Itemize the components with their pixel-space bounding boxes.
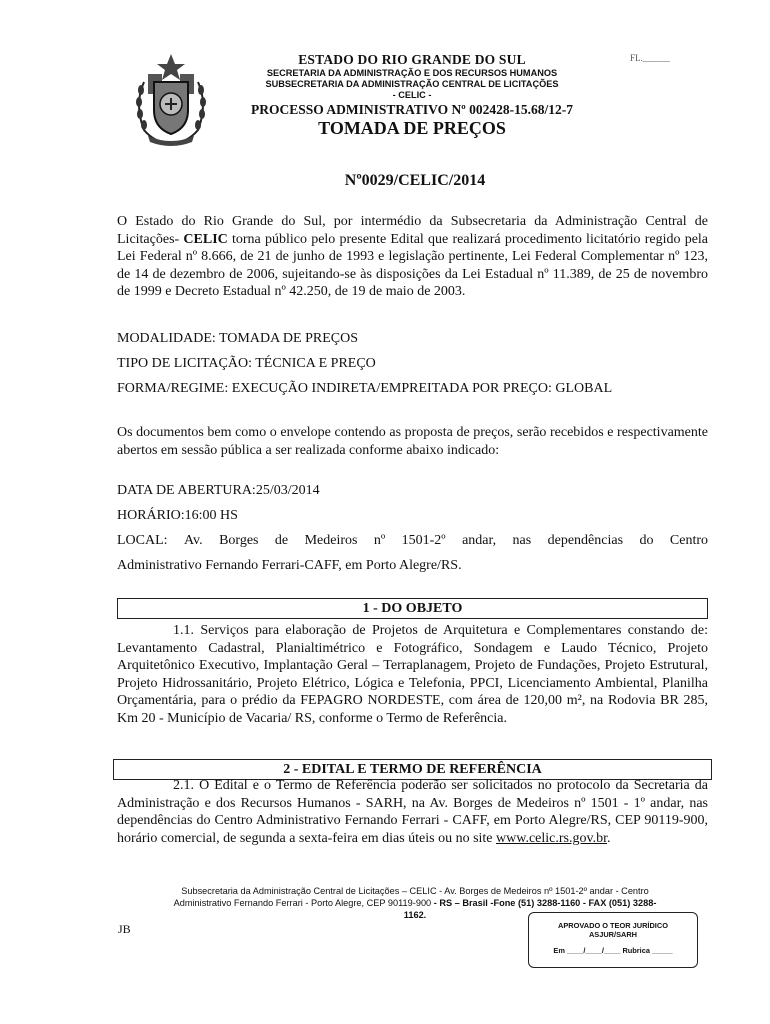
celic-website-link[interactable]: www.celic.rs.gov.br [496,830,607,846]
opening-time: HORÁRIO:16:00 HS [117,508,238,523]
stamp-date-signature-field: Em ____/____/____ Rubrica _____ [553,946,673,955]
intro-celic-bold: CELIC [183,231,228,247]
intro-text-start: O Estado do Rio Grande do Sul, por intermédio da Subsecretaria da Administração Central de Licitações- [117,214,708,247]
section-2-text [117,777,708,847]
section-2-end: . [606,830,611,846]
forma-regime-line: FORMA/REGIME: EXECUÇÃO INDIRETA/EMPREITADA POR PREÇO: GLOBAL [117,381,613,396]
location-word: LOCAL: [117,533,168,548]
secretaria-name: SECRETARIA DA ADMINISTRAÇÃO E DOS RECURSOS HUMANOS [266,68,558,78]
process-number: PROCESSO ADMINISTRATIVO Nº 002428-15.68/12-7 [251,102,573,117]
location-word: Centro [669,533,708,548]
location-word: 1501-2º [401,533,446,548]
footer-address-line-2 [120,898,710,910]
stamp-department: ASJUR/SARH [588,930,638,939]
footer-address-line-1: Subsecretaria da Administração Central de Licitações – CELIC - Av. Borges de Medeiros nº 1501-2º andar - Centro [181,886,649,896]
tipo-licitacao-line: TIPO DE LICITAÇÃO: TÉCNICA E PREÇO [117,356,376,371]
modalidade-line: MODALIDADE: TOMADA DE PREÇOS [117,331,359,346]
section-2-heading: 2 - EDITAL E TERMO DE REFERÊNCIA [113,759,712,780]
legal-approval-stamp [528,912,698,968]
footer-phone-fax: - RS – Brasil -Fone (51) 3288-1160 - FAX (051) 3288- [433,898,657,908]
location-word: de [274,533,289,548]
footer-address-text: Administrativo Fernando Ferrari - Porto Alegre, CEP 90119-900 [173,898,434,908]
subsecretaria-name: SUBSECRETARIA DA ADMINISTRAÇÃO CENTRAL DE LICITAÇÕES [265,79,559,89]
section-1-text [117,622,708,727]
intro-paragraph [117,213,708,301]
location-word: andar, [462,533,497,548]
section-1-heading: 1 - DO OBJETO [117,598,708,619]
intro-text-end: torna público pelo presente Edital que realizará procedimento licitatório regido pela Lei Federal nº 8.666, de 21 de junho de 1993 e legislação pertinente, Lei Federal Complementar nº 123, de 14 de dezembro de 2006, sujeitando-se às disposições da Lei Estadual nº 11.389, de 25 de novembro de 1999 e Decreto Estadual nº 42.250, de 19 de maio de 2003. [117,231,709,299]
footer-address-line-3: 1162. [403,910,427,920]
stamp-approved-text: APROVADO O TEOR JURÍDICO [558,921,668,930]
location-line-1 [117,533,708,549]
document-title: TOMADA DE PREÇOS [318,118,506,138]
location-word: Borges [219,533,259,548]
documents-paragraph: Os documentos bem como o envelope contendo as proposta de preços, serão recebidos e respectivamente abertos em sessão pública a ser realizada conforme abaixo indicado: [117,425,708,458]
author-initials: JB [118,922,131,936]
location-line-2: Administrativo Fernando Ferrari-CAFF, em Porto Alegre/RS. [117,558,462,573]
state-coat-of-arms-icon [130,52,212,148]
location-word: Medeiros [304,533,358,548]
celic-label: - CELIC - [392,90,432,100]
location-word: nas [512,533,532,548]
tender-number: Nº0029/CELIC/2014 [344,172,486,189]
location-word: nº [373,533,386,548]
location-word: dependências [547,533,624,548]
location-word: Av. [183,533,203,548]
section-1-body: 1.1. Serviços para elaboração de Projetos de Arquitetura e Complementares constando de: Levantamento Cadastral, Planialtimétrico e Fotográfico, Sondagem e Laudo Técnico, Projeto Arquitetônico Executivo, Implantação Geral – Terraplanagem, Projeto de Fundações, Projeto Estrutural, Projeto Hidrossanitário, Projeto Elétrico, Lógica e Telefonia, PPCI, Licenciamento Ambiental, Planilha Orçamentária, para o prédio da FEPAGRO NORDESTE, com área de 120,00 m², na Rodovia BR 285, Km 20 - Município de Vacaria/ RS, conforme o Termo de Referência. [117,623,708,726]
opening-date: DATA DE ABERTURA:25/03/2014 [117,483,320,498]
page-folio-field: FL.______ [630,53,670,63]
location-word: do [639,533,654,548]
section-2-body: 2.1. O Edital e o Termo de Referência poderão ser solicitados no protocolo da Secretaria da Administração e dos Recursos Humanos - SARH, na Av. Borges de Medeiros nº 1501 - 1º andar, nas dependências do Centro Administrativo Fernando Ferrari - CAFF, em Porto Alegre/RS, CEP 90119-900, horário comercial, de segunda a sexta-feira em dias úteis ou no site [117,778,708,846]
state-name: ESTADO DO RIO GRANDE DO SUL [298,52,526,67]
